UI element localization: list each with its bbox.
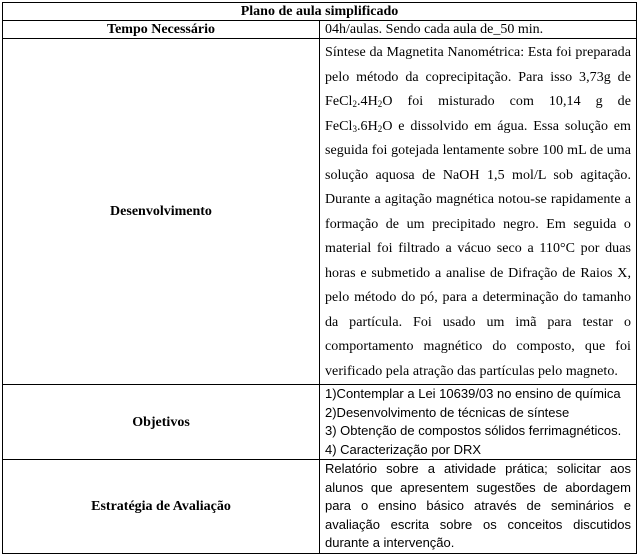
list-item: 1)Contemplar a Lei 10639/03 no ensino de química <box>325 386 621 401</box>
table-row-desenvolvimento <box>3 39 637 385</box>
list-item: 4) Caracterização por DRX <box>325 441 482 457</box>
table-row-objetivos <box>3 385 637 460</box>
row-label-tempo: Tempo Necessário <box>3 21 320 39</box>
table-row-avaliacao <box>3 460 637 554</box>
row-label-avaliacao: Estratégia de Avaliação <box>3 460 320 554</box>
objectives-list <box>320 385 637 460</box>
row-value-tempo: 04h/aulas. Sendo cada aula de_50 min. <box>320 21 637 39</box>
row-value-avaliacao: Relatório sobre a atividade prática; solicitar aos alunos que apresentem sugestões de abordagem para o ensino básico através de seminários e avaliação escrita sobre os conceitos discutidos durante a intervenção. <box>320 460 637 554</box>
row-label-objetivos: Objetivos <box>3 385 320 460</box>
list-item: 3) Obtenção de compostos sólidos ferrimagnéticos. <box>325 423 622 438</box>
row-value-desenvolvimento: Síntese da Magnetita Nanométrica: Esta foi preparada pelo método da coprecipitação. Para isso 3,73g de $FeCl_2.4H_2O$ foi misturado com 10,14 g de $FeCl_3.6H_2O$ e dissolvido em água. Essa solução em seguida foi gotejada lentamente sobre 100 mL de uma solução aquosa de NaOH 1,5 mol/L sob agitação. Durante a agitação magnética notou-se rapidamente a formação de um precipitado negro. Em seguida o material foi filtrado a vácuo seco a 110°C por duas horas e submetido a analise de Difração de Raios X, pelo método do pó, para a determinação do tamanho da partícula. Foi usado um imã para testar o comportamento magnético do composto, que foi verificado pela atração das partículas pelo magneto. <box>320 39 637 385</box>
table-title: Plano de aula simplificado <box>3 3 637 21</box>
title-row <box>3 3 637 21</box>
list-item: 2)Desenvolvimento de técnicas de síntese <box>325 404 570 420</box>
table-row-tempo <box>3 21 637 39</box>
row-label-desenvolvimento: Desenvolvimento <box>3 39 320 385</box>
lesson-plan-table <box>2 2 637 554</box>
